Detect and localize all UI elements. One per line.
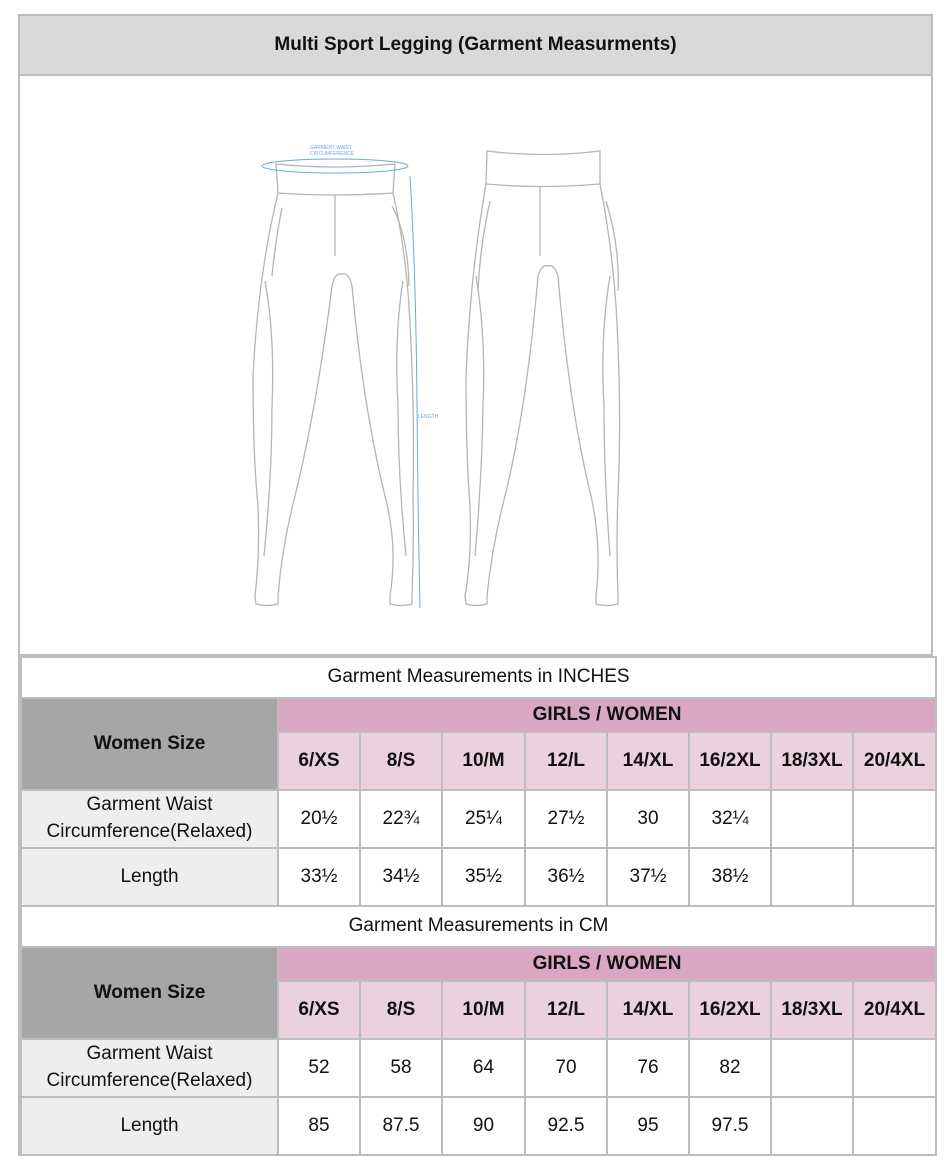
inches-caption: Garment Measurements in INCHES — [21, 657, 936, 698]
size-chart-sheet — [18, 14, 933, 1156]
table-cell: 58 — [360, 1039, 442, 1097]
size-header: 8/S — [360, 732, 442, 790]
size-header: 16/2XL — [689, 732, 771, 790]
cm-table — [20, 905, 937, 1156]
table-cell: 22¾ — [360, 790, 442, 848]
table-cell: 34½ — [360, 848, 442, 906]
size-header: 20/4XL — [853, 981, 936, 1039]
table-cell: 32¼ — [689, 790, 771, 848]
legging-illustration — [20, 76, 931, 656]
table-cell: 33½ — [278, 848, 360, 906]
table-cell: 97.5 — [689, 1097, 771, 1155]
women-size-header: Women Size — [21, 698, 278, 790]
table-cell: 38½ — [689, 848, 771, 906]
length-row-label: Length — [21, 848, 278, 906]
table-cell: 92.5 — [525, 1097, 607, 1155]
size-header: 6/XS — [278, 981, 360, 1039]
size-header: 8/S — [360, 981, 442, 1039]
table-cell: 27½ — [525, 790, 607, 848]
table-cell: 87.5 — [360, 1097, 442, 1155]
table-cell: 30 — [607, 790, 689, 848]
waist-label-line2: CIRCUMFERENCE — [310, 151, 354, 157]
table-cell: 20½ — [278, 790, 360, 848]
waist-label-line1: GARMENT WAIST — [310, 145, 352, 151]
inches-table — [20, 656, 937, 907]
table-cell — [853, 1039, 936, 1097]
size-header: 6/XS — [278, 732, 360, 790]
table-cell: 36½ — [525, 848, 607, 906]
group-header: GIRLS / WOMEN — [278, 947, 936, 981]
table-cell: 52 — [278, 1039, 360, 1097]
table-cell: 85 — [278, 1097, 360, 1155]
legging-back-view — [465, 151, 620, 606]
table-cell: 95 — [607, 1097, 689, 1155]
table-cell: 76 — [607, 1039, 689, 1097]
length-label: LENGTH — [418, 414, 439, 420]
table-cell — [771, 1097, 853, 1155]
legging-front-view — [253, 164, 414, 606]
group-header: GIRLS / WOMEN — [278, 698, 936, 732]
size-header: 18/3XL — [771, 732, 853, 790]
table-cell: 35½ — [442, 848, 525, 906]
table-cell — [771, 848, 853, 906]
waist-row-label: Garment Waist Circumference(Relaxed) — [21, 790, 278, 848]
table-cell: 82 — [689, 1039, 771, 1097]
table-cell — [853, 848, 936, 906]
page-title: Multi Sport Legging (Garment Measurments) — [20, 16, 931, 76]
size-header: 14/XL — [607, 981, 689, 1039]
size-header: 12/L — [525, 981, 607, 1039]
size-header: 16/2XL — [689, 981, 771, 1039]
size-header: 10/M — [442, 981, 525, 1039]
table-cell — [853, 790, 936, 848]
size-header: 12/L — [525, 732, 607, 790]
size-header: 18/3XL — [771, 981, 853, 1039]
size-header: 10/M — [442, 732, 525, 790]
women-size-header: Women Size — [21, 947, 278, 1039]
size-header: 14/XL — [607, 732, 689, 790]
table-cell: 90 — [442, 1097, 525, 1155]
table-cell: 25¼ — [442, 790, 525, 848]
table-cell: 64 — [442, 1039, 525, 1097]
legging-drawing — [20, 76, 931, 656]
waist-row-label: Garment Waist Circumference(Relaxed) — [21, 1039, 278, 1097]
cm-caption: Garment Measurements in CM — [21, 906, 936, 947]
table-cell — [771, 790, 853, 848]
table-cell — [853, 1097, 936, 1155]
size-header: 20/4XL — [853, 732, 936, 790]
length-row-label: Length — [21, 1097, 278, 1155]
table-cell: 70 — [525, 1039, 607, 1097]
table-cell: 37½ — [607, 848, 689, 906]
table-cell — [771, 1039, 853, 1097]
